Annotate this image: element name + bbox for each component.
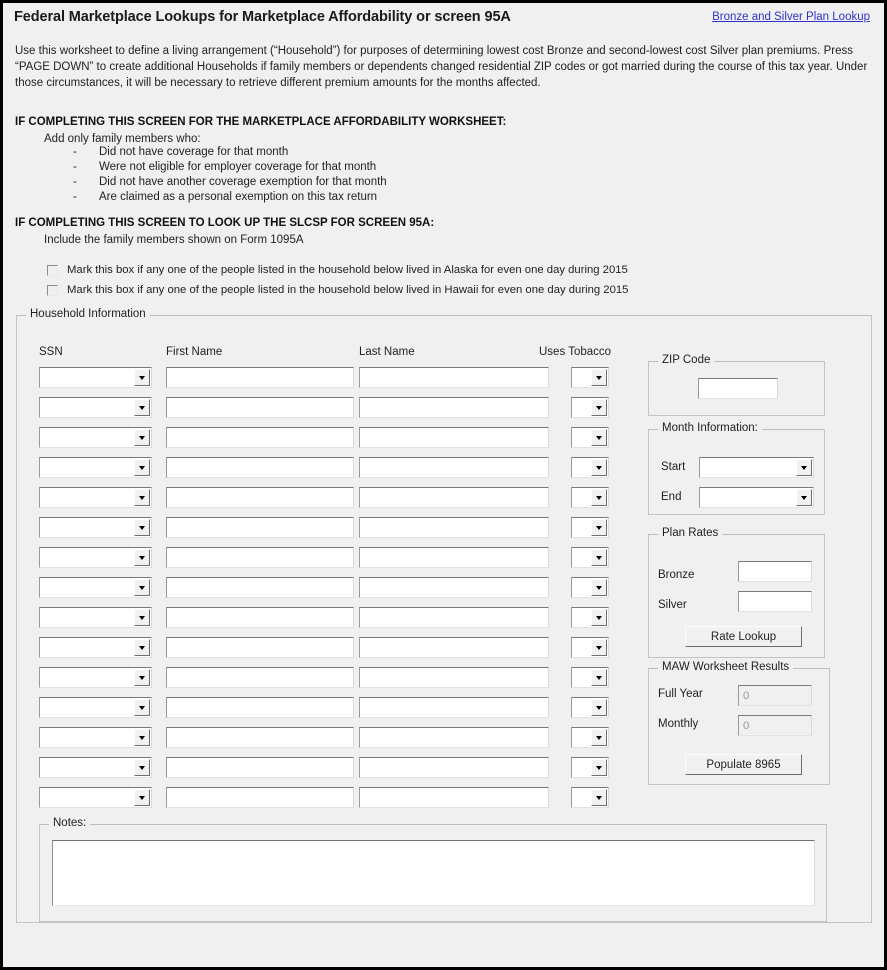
chevron-down-icon[interactable] bbox=[591, 489, 607, 506]
intro-paragraph: Use this worksheet to define a living arrangement (“Household”) for purposes of determining lowest cost Bronze and second-lowest cost Silver plan premiums. Press “PAGE DOWN” to create additional Households if family members or dependents changed residential ZIP codes or got married during the course of this tax year. Under those circumstances, it will be necessary to retrieve different premium amounts for the months affected. bbox=[15, 45, 868, 90]
uses-tobacco-select[interactable] bbox=[571, 637, 609, 658]
household-information-group-title: Household Information bbox=[26, 308, 150, 320]
chevron-down-icon[interactable] bbox=[591, 429, 607, 446]
instructions-heading-maw: IF COMPLETING THIS SCREEN FOR THE MARKETPLACE AFFORDABILITY WORKSHEET: bbox=[15, 116, 507, 128]
chevron-down-icon[interactable] bbox=[591, 369, 607, 386]
end-month-select[interactable] bbox=[699, 487, 814, 508]
bullet-dash-icon: - bbox=[73, 146, 77, 158]
last-name-input[interactable] bbox=[359, 367, 549, 388]
first-name-input[interactable] bbox=[166, 757, 354, 778]
alaska-residency-checkbox[interactable] bbox=[47, 265, 58, 276]
last-name-input[interactable] bbox=[359, 667, 549, 688]
monthly-label: Monthly bbox=[658, 718, 699, 730]
ssn-select[interactable] bbox=[39, 547, 152, 568]
zip-code-group-title: ZIP Code bbox=[658, 354, 714, 366]
rate-lookup-button[interactable]: Rate Lookup bbox=[685, 626, 802, 647]
chevron-down-icon[interactable] bbox=[591, 609, 607, 626]
ssn-select[interactable] bbox=[39, 457, 152, 478]
chevron-down-icon[interactable] bbox=[134, 639, 150, 656]
monthly-value: 0 bbox=[743, 719, 750, 732]
last-name-input[interactable] bbox=[359, 697, 549, 718]
chevron-down-icon[interactable] bbox=[591, 699, 607, 716]
uses-tobacco-select[interactable] bbox=[571, 487, 609, 508]
bullet-dash-icon: - bbox=[73, 176, 77, 188]
populate-8965-button[interactable]: Populate 8965 bbox=[685, 754, 802, 775]
first-name-input[interactable] bbox=[166, 727, 354, 748]
instruction-bullet-text: Were not eligible for employer coverage for that month bbox=[99, 161, 377, 173]
instruction-bullet-text: Did not have another coverage exemption for that month bbox=[99, 176, 387, 188]
first-name-input[interactable] bbox=[166, 397, 354, 418]
last-name-input[interactable] bbox=[359, 547, 549, 568]
instruction-bullet bbox=[73, 191, 377, 203]
uses-tobacco-select[interactable] bbox=[571, 577, 609, 598]
first-name-input[interactable] bbox=[166, 787, 354, 808]
column-header-uses-tobacco: Uses Tobacco bbox=[539, 346, 612, 358]
instructions-sub-slcsp: Include the family members shown on Form 1095A bbox=[44, 234, 304, 246]
first-name-input[interactable] bbox=[166, 607, 354, 628]
instruction-bullet-text: Did not have coverage for that month bbox=[99, 146, 289, 158]
last-name-input[interactable] bbox=[359, 607, 549, 628]
chevron-down-icon[interactable] bbox=[134, 519, 150, 536]
ssn-select[interactable] bbox=[39, 607, 152, 628]
chevron-down-icon[interactable] bbox=[134, 489, 150, 506]
uses-tobacco-select[interactable] bbox=[571, 517, 609, 538]
first-name-input[interactable] bbox=[166, 547, 354, 568]
start-month-label: Start bbox=[661, 461, 686, 473]
instruction-bullet bbox=[73, 176, 387, 188]
instructions-sub-maw: Add only family members who: bbox=[44, 133, 201, 145]
ssn-select[interactable] bbox=[39, 517, 152, 538]
alaska-residency-label: Mark this box if any one of the people listed in the household below lived in Alaska for even one day during 2015 bbox=[67, 264, 628, 276]
chevron-down-icon[interactable] bbox=[591, 669, 607, 686]
first-name-input[interactable] bbox=[166, 667, 354, 688]
last-name-input[interactable] bbox=[359, 577, 549, 598]
notes-group-title: Notes: bbox=[49, 817, 90, 829]
uses-tobacco-select[interactable] bbox=[571, 607, 609, 628]
last-name-input[interactable] bbox=[359, 397, 549, 418]
chevron-down-icon[interactable] bbox=[796, 459, 812, 476]
ssn-select[interactable] bbox=[39, 697, 152, 718]
ssn-select[interactable] bbox=[39, 367, 152, 388]
chevron-down-icon[interactable] bbox=[134, 729, 150, 746]
full-year-output bbox=[738, 685, 812, 706]
month-information-group-title: Month Information: bbox=[658, 422, 762, 434]
column-header-last-name: Last Name bbox=[359, 346, 415, 358]
ssn-select[interactable] bbox=[39, 577, 152, 598]
plan-rates-group-title: Plan Rates bbox=[658, 527, 722, 539]
uses-tobacco-select[interactable] bbox=[571, 667, 609, 688]
last-name-input[interactable] bbox=[359, 757, 549, 778]
ssn-select[interactable] bbox=[39, 757, 152, 778]
ssn-select[interactable] bbox=[39, 667, 152, 688]
monthly-output bbox=[738, 715, 812, 736]
first-name-input[interactable] bbox=[166, 577, 354, 598]
zip-code-input[interactable] bbox=[698, 378, 778, 399]
chevron-down-icon[interactable] bbox=[591, 519, 607, 536]
first-name-input[interactable] bbox=[166, 367, 354, 388]
full-year-label: Full Year bbox=[658, 688, 703, 700]
bullet-dash-icon: - bbox=[73, 161, 77, 173]
first-name-input[interactable] bbox=[166, 457, 354, 478]
chevron-down-icon[interactable] bbox=[591, 549, 607, 566]
bronze-rate-label: Bronze bbox=[658, 569, 695, 581]
instruction-bullet bbox=[73, 146, 288, 158]
first-name-input[interactable] bbox=[166, 487, 354, 508]
chevron-down-icon[interactable] bbox=[134, 669, 150, 686]
uses-tobacco-select[interactable] bbox=[571, 787, 609, 808]
column-header-ssn: SSN bbox=[39, 346, 63, 358]
chevron-down-icon[interactable] bbox=[134, 369, 150, 386]
first-name-input[interactable] bbox=[166, 517, 354, 538]
start-month-select[interactable] bbox=[699, 457, 814, 478]
chevron-down-icon[interactable] bbox=[134, 429, 150, 446]
page-title: Federal Marketplace Lookups for Marketplace Affordability or screen 95A bbox=[14, 9, 511, 25]
bronze-rate-input[interactable] bbox=[738, 561, 812, 582]
chevron-down-icon[interactable] bbox=[591, 459, 607, 476]
ssn-select[interactable] bbox=[39, 427, 152, 448]
chevron-down-icon[interactable] bbox=[796, 489, 812, 506]
instructions-heading-slcsp: IF COMPLETING THIS SCREEN TO LOOK UP THE SLCSP FOR SCREEN 95A: bbox=[15, 217, 435, 229]
last-name-input[interactable] bbox=[359, 427, 549, 448]
first-name-input[interactable] bbox=[166, 637, 354, 658]
chevron-down-icon[interactable] bbox=[134, 399, 150, 416]
first-name-input[interactable] bbox=[166, 697, 354, 718]
ssn-select[interactable] bbox=[39, 397, 152, 418]
chevron-down-icon[interactable] bbox=[591, 579, 607, 596]
last-name-input[interactable] bbox=[359, 787, 549, 808]
column-header-first-name: First Name bbox=[166, 346, 223, 358]
uses-tobacco-select[interactable] bbox=[571, 757, 609, 778]
chevron-down-icon[interactable] bbox=[591, 759, 607, 776]
instruction-bullet-text: Are claimed as a personal exemption on this tax return bbox=[99, 191, 378, 203]
uses-tobacco-select[interactable] bbox=[571, 427, 609, 448]
chevron-down-icon[interactable] bbox=[591, 399, 607, 416]
hawaii-residency-label: Mark this box if any one of the people listed in the household below lived in Hawaii for even one day during 2015 bbox=[67, 284, 629, 296]
chevron-down-icon[interactable] bbox=[591, 789, 607, 806]
first-name-input[interactable] bbox=[166, 427, 354, 448]
last-name-input[interactable] bbox=[359, 727, 549, 748]
notes-textarea[interactable] bbox=[52, 840, 815, 906]
last-name-input[interactable] bbox=[359, 487, 549, 508]
hawaii-residency-checkbox-row[interactable] bbox=[47, 282, 628, 298]
chevron-down-icon[interactable] bbox=[134, 549, 150, 566]
ssn-select[interactable] bbox=[39, 727, 152, 748]
chevron-down-icon[interactable] bbox=[591, 729, 607, 746]
last-name-input[interactable] bbox=[359, 637, 549, 658]
chevron-down-icon[interactable] bbox=[134, 579, 150, 596]
last-name-input[interactable] bbox=[359, 517, 549, 538]
chevron-down-icon[interactable] bbox=[134, 459, 150, 476]
bullet-dash-icon: - bbox=[73, 191, 77, 203]
chevron-down-icon[interactable] bbox=[134, 609, 150, 626]
last-name-input[interactable] bbox=[359, 457, 549, 478]
hawaii-residency-checkbox[interactable] bbox=[47, 285, 58, 296]
end-month-label: End bbox=[661, 491, 682, 503]
uses-tobacco-select[interactable] bbox=[571, 397, 609, 418]
uses-tobacco-select[interactable] bbox=[571, 367, 609, 388]
ssn-select[interactable] bbox=[39, 637, 152, 658]
silver-rate-input[interactable] bbox=[738, 591, 812, 612]
uses-tobacco-select[interactable] bbox=[571, 547, 609, 568]
maw-worksheet-results-group-title: MAW Worksheet Results bbox=[658, 661, 793, 673]
uses-tobacco-select[interactable] bbox=[571, 697, 609, 718]
bronze-silver-plan-lookup-link[interactable]: Bronze and Silver Plan Lookup bbox=[712, 11, 870, 23]
ssn-select[interactable] bbox=[39, 487, 152, 508]
alaska-residency-checkbox-row[interactable] bbox=[47, 262, 628, 278]
uses-tobacco-select[interactable] bbox=[571, 727, 609, 748]
full-year-value: 0 bbox=[743, 689, 750, 702]
chevron-down-icon[interactable] bbox=[134, 789, 150, 806]
ssn-select[interactable] bbox=[39, 787, 152, 808]
window-header bbox=[3, 3, 884, 33]
chevron-down-icon[interactable] bbox=[134, 759, 150, 776]
chevron-down-icon[interactable] bbox=[134, 699, 150, 716]
instruction-bullet bbox=[73, 161, 376, 173]
uses-tobacco-select[interactable] bbox=[571, 457, 609, 478]
silver-rate-label: Silver bbox=[658, 599, 687, 611]
chevron-down-icon[interactable] bbox=[591, 639, 607, 656]
